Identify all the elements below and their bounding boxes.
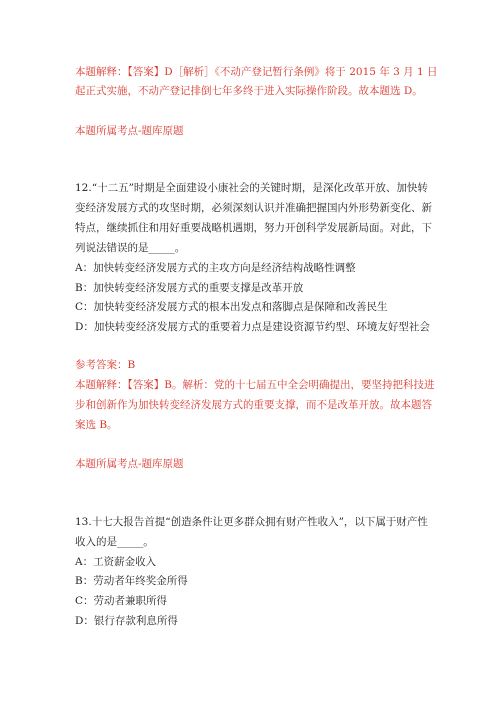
q12-answer: 参考答案：B	[75, 359, 136, 371]
q12-explanation-line-2: 步和创新作为加快转变经济发展方式的重要支撑，而不是改革开放。故本题答	[75, 399, 432, 411]
q12-option-a: A：加快转变经济发展方式的主攻方向是经济结构战略性调整	[75, 262, 356, 274]
q12-stem-line-3: 特点，继续抓住和用好重要战略机遇期，努力开创科学发展新局面。对此，下	[75, 222, 432, 234]
prev-explanation-line-1: 本题解释：【答案】D［解析］《不动产登记暂行条例》将于 2015 年 3 月 1 日	[75, 66, 438, 78]
q13-option-a: A：工资薪金收入	[75, 556, 157, 568]
prev-explanation-line-2: 起正式实施，不动产登记排倒七年多终于进入实际操作阶段。故本题选 D。	[75, 85, 423, 97]
q13-option-d: D：银行存款利息所得	[75, 615, 178, 627]
q12-option-b: B：加快转变经济发展方式的重要支撑是改革开放	[75, 282, 304, 294]
q13-stem-line-1: 13.十七大报告首提“创造条件让更多群众拥有财产性收入”，以下属于财产性	[75, 516, 428, 528]
q13-stem-line-2: 收入的是_____。	[75, 536, 154, 548]
q12-stem-line-1: 12.“十二五”时期是全面建设小康社会的关键时期，是深化改革开放、加快转	[75, 182, 428, 194]
q13-option-c: C：劳动者兼职所得	[75, 595, 168, 607]
q12-option-d: D：加快转变经济发展方式的重要着力点是建设资源节约型、环境友好型社会	[75, 321, 430, 333]
q12-explanation-line-3: 案选 B。	[75, 419, 118, 431]
q13-option-b: B：劳动者年终奖金所得	[75, 575, 188, 587]
q12-option-c: C：加快转变经济发展方式的根本出发点和落脚点是保障和改善民生	[75, 301, 388, 313]
q12-stem-line-4: 列说法错误的是_____。	[75, 242, 186, 254]
q12-explanation-line-1: 本题解释：【答案】B。解析：党的十七届五中全会明确提出，要坚持把科技进	[75, 379, 435, 391]
q12-stem-line-2: 变经济发展方式的攻坚时期，必须深刻认识并准确把握国内外形势新变化、新	[75, 202, 432, 214]
prev-category: 本题所属考点-题库原题	[75, 125, 184, 137]
q12-category: 本题所属考点-题库原题	[75, 458, 184, 470]
